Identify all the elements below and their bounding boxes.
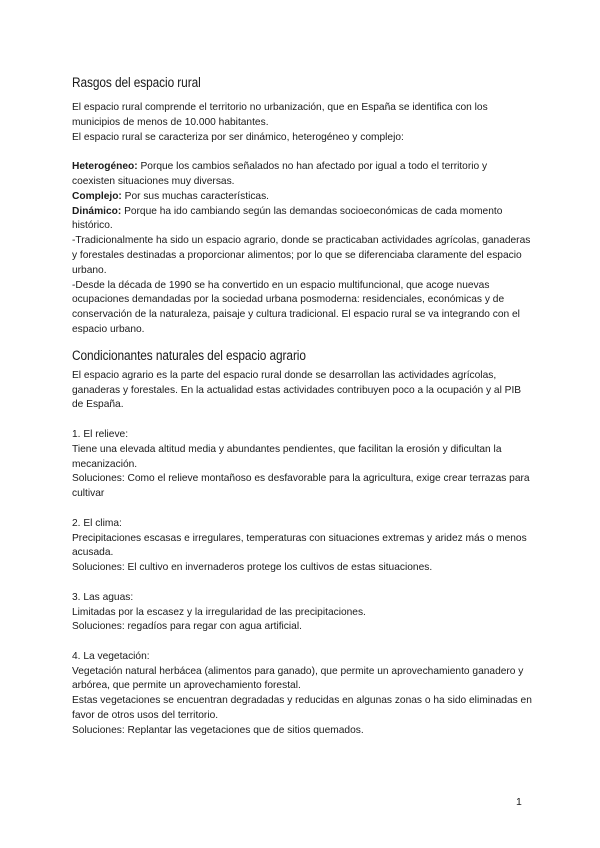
- clima-heading: 2. El clima:: [72, 517, 122, 529]
- clima-text: Precipitaciones escasas e irregulares, temperaturas con situaciones extremas y aridez más o menos acusada.: [72, 532, 527, 559]
- heterogeneo-paragraph: [72, 160, 532, 190]
- intro-paragraph-2: El espacio rural se caracteriza por ser dinámico, heterogéneo y complejo:: [72, 131, 404, 143]
- relieve-solution: Soluciones: Como el relieve montañoso es desfavorable para la agricultura, exige crear terrazas para cultivar: [72, 473, 530, 500]
- complejo-text: Por sus muchas características.: [121, 190, 270, 202]
- vegetacion-text-2: Estas vegetaciones se encuentran degradadas y reducidas en algunas zonas o ha sido eliminadas en favor de otros usos del territorio.: [72, 695, 532, 722]
- vegetacion-text-1: Vegetación natural herbácea (alimentos para ganado), que permite un aprovechamiento ganadero y arbórea, que permite un aprovechamiento forestal.: [72, 665, 524, 692]
- dinamico-paragraph: [72, 205, 532, 235]
- vegetacion-solution: Soluciones: Replantar las vegetaciones que de sitios quemados.: [72, 724, 364, 736]
- clima-solution: Soluciones: El cultivo en invernaderos protege los cultivos de estas situaciones.: [72, 562, 433, 574]
- agrario-intro-paragraph: El espacio agrario es la parte del espacio rural donde se desarrollan las actividades agrícolas, ganaderas y forestales. En la actualidad estas actividades contribuyen poco a la ocupación y al PIB de España.: [72, 369, 522, 411]
- section-title-condicionantes: Condicionantes naturales del espacio agrario: [72, 347, 306, 363]
- bullet-multifuncional: -Desde la década de 1990 se ha convertido en un espacio multifuncional, que acoge nuevas ocupaciones demandadas por la sociedad urbana posmoderna: residenciales, económicas y de conservación de la naturaleza, paisaje y cultura tradicional. El espacio rural se va integrando con el espacio urbano.: [72, 279, 520, 335]
- section-title-rasgos: Rasgos del espacio rural: [72, 75, 201, 90]
- page-number: 1: [516, 796, 522, 808]
- dinamico-text: Porque ha ido cambiando según las demandas socioeconómicas de cada momento histórico.: [72, 205, 503, 232]
- complejo-paragraph: [72, 190, 532, 205]
- page-content: [72, 74, 532, 739]
- bullet-tradicional: -Tradicionalmente ha sido un espacio agrario, donde se practicaban actividades agrícolas, ganaderas y forestales destinadas a proporcionar alimentos; por lo que se diferenciaba claramente del espacio urbano.: [72, 235, 531, 276]
- intro-paragraph-1: El espacio rural comprende el territorio no urbanización, que en España se identifica con los municipios de menos de 10.000 habitantes.: [72, 102, 488, 128]
- aguas-solution: Soluciones: regadíos para regar con agua artificial.: [72, 621, 302, 633]
- aguas-text: Limitadas por la escasez y la irregularidad de las precipitaciones.: [72, 606, 366, 618]
- dinamico-label: Dinámico:: [72, 205, 122, 217]
- relieve-text: Tiene una elevada altitud media y abundantes pendientes, que facilitan la erosión y dificultan la mecanización.: [72, 443, 502, 470]
- relieve-heading: 1. El relieve:: [72, 428, 129, 440]
- complejo-label: Complejo:: [72, 190, 122, 202]
- heterogeneo-label: Heterogéneo:: [72, 161, 138, 173]
- vegetacion-heading: 4. La vegetación:: [72, 650, 150, 662]
- aguas-heading: 3. Las aguas:: [72, 591, 134, 603]
- heterogeneo-text: Porque los cambios señalados no han afectado por igual a todo el territorio y coexisten situaciones muy diversas.: [72, 161, 488, 187]
